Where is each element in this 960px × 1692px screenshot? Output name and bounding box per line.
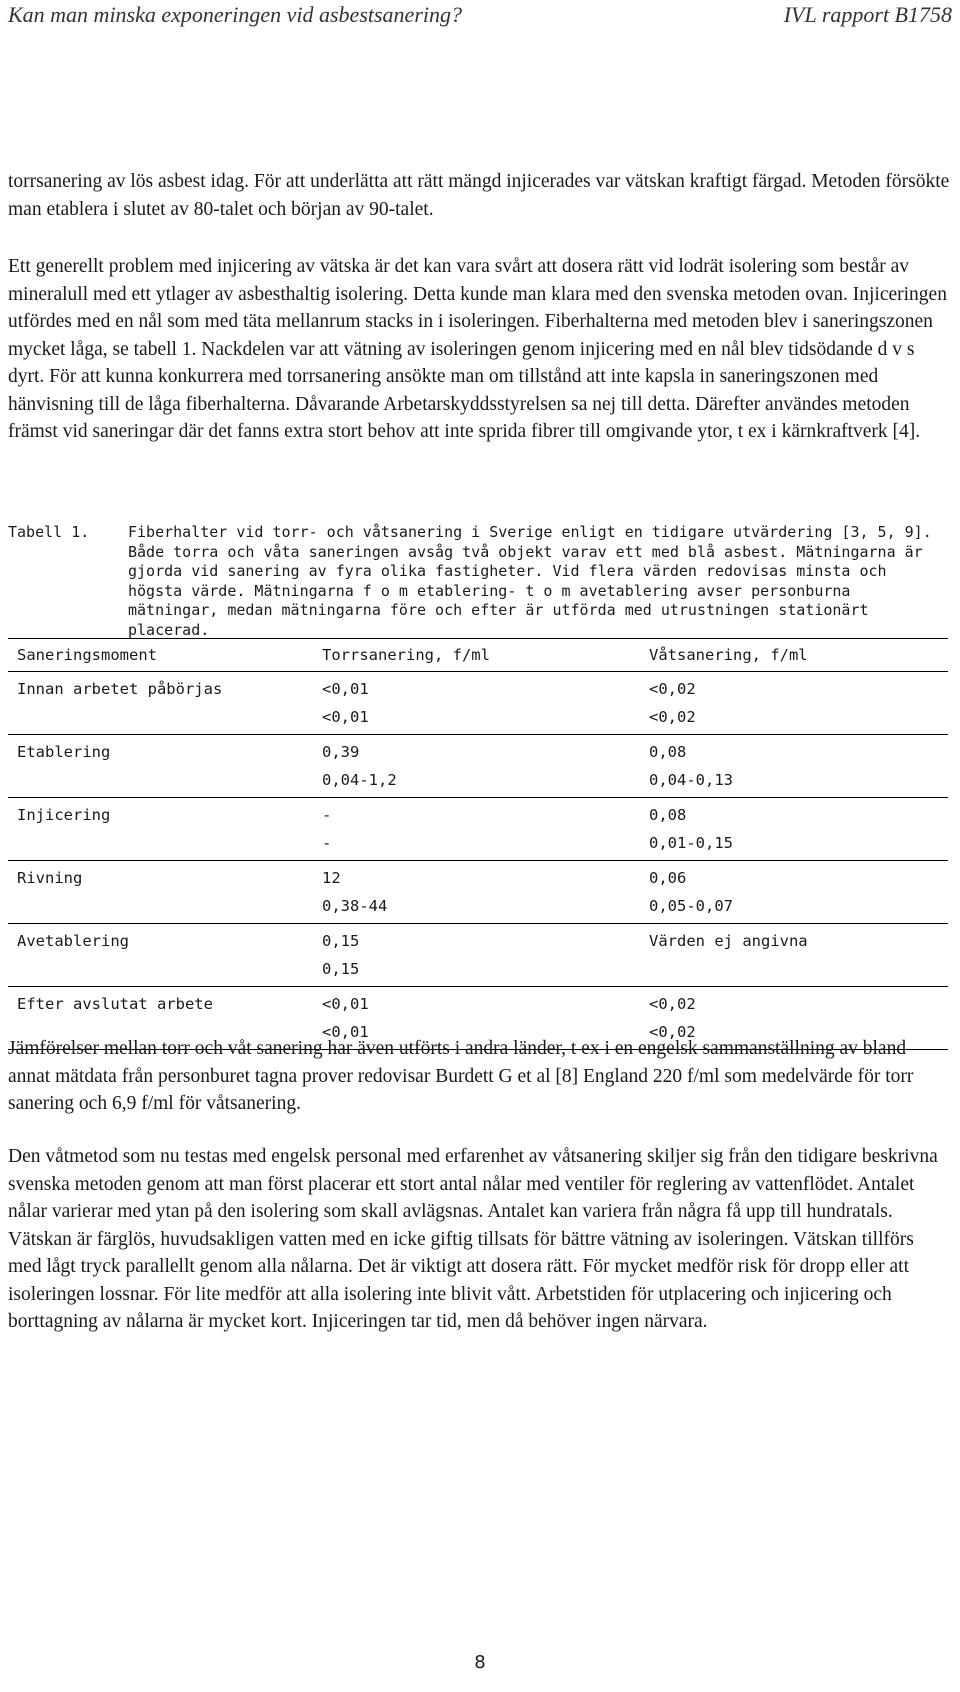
paragraph-2: Ett generellt problem med injicering av vätska är det kan vara svårt att dosera rätt vid lodrät isolering som består av mineralull med ett ytlager av asbesthaltig isolering. Detta kunde man klara med den svenska metoden ovan. Injiceringen utfördes med en nål som med täta mellanrum stacks in i isoleringen. Fiberhalterna med metoden blev i saneringszonen mycket låga, se tabell 1. Nackdelen var att vätning av isoleringen genom injicering med en nål blev tidsödande d v s dyrt. För att kunna konkurrera med torrsanering ansökte man om tillstånd att inte kapsla in saneringszonen med hänvisning till de låga fiberhalterna. Dåvarande Arbetarskyddsstyrelsen sa nej till detta. Därefter användes metoden främst vid saneringar där det fanns extra stort behov att inte sprida fibrer till omgivande ytor, t ex i kärnkraftverk [4]. (8, 256, 947, 442)
cell-vat: 0,06 0,05-0,07 (640, 861, 948, 924)
cell-torr: 12 0,38-44 (313, 861, 640, 924)
paragraph-4: Den våtmetod som nu testas med engelsk personal med erfarenhet av våtsanering skiljer sig från den tidigare beskrivna svenska metoden genom att man först placerar ett stort antal nålar med ventiler för reglering av vattenflödet. Antalet nålar varierar med ytan på den isolering som skall avlägsnas. Antalet kan variera från några få upp till hundratals. Vätskan är färglös, huvudsakligen vatten med en icke giftig tillsats för bättre vätning av isoleringen. Vätskan tillförs med lågt tryck parallellt genom alla nålarna. Det är viktigt att dosera rätt. För mycket medför risk för dropp eller att isoleringen lossnar. För lite medför att alla isolering inte blivit vått. Arbetstiden för utplacering och injicering och borttagning av nålarna är mycket kort. Injiceringen tar tid, men då behöver ingen närvara. (8, 1146, 938, 1332)
table-row (8, 924, 948, 987)
cell-moment: Efter avslutat arbete (8, 987, 313, 1050)
cell-torr: <0,01 <0,01 (313, 987, 640, 1050)
paragraph-1: torrsanering av lös asbest idag. För att underlätta att rätt mängd injicerades var vätskan kraftigt färgad. Metoden försökte man etablera i slutet av 80-talet och början av 90-talet. (8, 171, 950, 220)
cell-vat: Värden ej angivna (640, 924, 948, 987)
cell-torr: <0,01 <0,01 (313, 672, 640, 735)
header-torrsanering: Torrsanering, f/ml (313, 639, 640, 672)
cell-vat: 0,08 0,01-0,15 (640, 798, 948, 861)
page-number: 8 (474, 1652, 486, 1673)
header-vatsanering: Våtsanering, f/ml (640, 639, 948, 672)
cell-vat: <0,02 <0,02 (640, 672, 948, 735)
table-caption-text: Fiberhalter vid torr- och våtsanering i Sverige enligt en tidigare utvärdering [3, 5, 9]. Både torra och våta saneringen avsåg två objekt varav ett med blå asbest. Mätningarna är gjorda vid sanering av fyra olika fastigheter. Vid flera värden redovisas minsta och högsta värde. Mätningarna f o m etablering- t o m avetablering avser personburna mätningar, medan mätningarna före och efter är utförda med utrustningen stationärt placerad. (128, 523, 932, 639)
cell-moment: Avetablering (8, 924, 313, 987)
cell-moment: Innan arbetet påbörjas (8, 672, 313, 735)
cell-torr: 0,15 0,15 (313, 924, 640, 987)
header-report-title: Kan man minska exponeringen vid asbestsanering? (8, 2, 462, 27)
cell-moment: Rivning (8, 861, 313, 924)
fiber-concentration-table (8, 638, 948, 1050)
cell-torr: - - (313, 798, 640, 861)
paragraph-3: Jämförelser mellan torr och våt sanering har även utförts i andra länder, t ex i en engelsk sammanställning av bland annat mätdata från personburet tagna prover redovisar Burdett G et al [8] England 220 f/ml som medelvärde för torr sanering och 6,9 f/ml för våtsanering. (8, 1038, 914, 1114)
cell-moment: Injicering (8, 798, 313, 861)
table-row (8, 861, 948, 924)
cell-vat: 0,08 0,04-0,13 (640, 735, 948, 798)
cell-vat: <0,02 <0,02 (640, 987, 948, 1050)
table-row (8, 798, 948, 861)
table-row (8, 672, 948, 735)
cell-torr: 0,39 0,04-1,2 (313, 735, 640, 798)
header-saneringsmoment: Saneringsmoment (8, 639, 313, 672)
table-row (8, 735, 948, 798)
cell-moment: Etablering (8, 735, 313, 798)
header-report-id: IVL rapport B1758 (783, 2, 952, 27)
table-header-row (8, 639, 948, 672)
table-caption-label: Tabell 1. (8, 523, 90, 541)
